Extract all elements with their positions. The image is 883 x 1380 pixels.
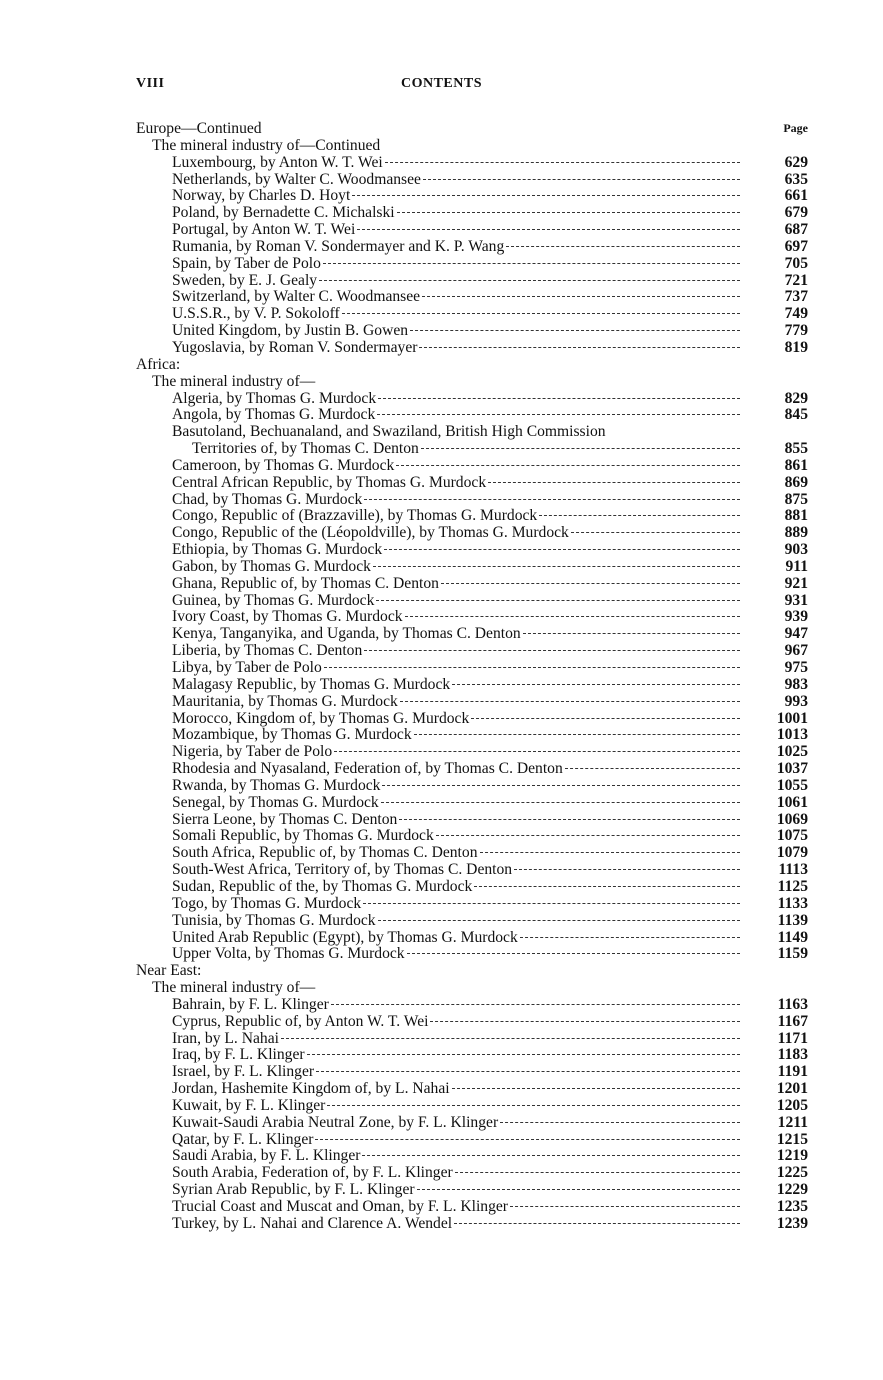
entry-page: 1001 <box>776 709 808 727</box>
toc-entry <box>136 643 808 660</box>
entry-page: 635 <box>784 170 808 188</box>
entry-title: Rwanda, by Thomas G. Murdock <box>172 776 381 794</box>
entry-title: Rhodesia and Nyasaland, Federation of, by Thomas C. Denton <box>172 760 563 778</box>
dot-leader <box>423 178 740 180</box>
entry-page: 903 <box>784 541 808 559</box>
dot-leader <box>523 632 740 634</box>
entry-page: 1113 <box>778 861 808 879</box>
toc-entry <box>136 256 808 273</box>
toc-entry <box>136 609 808 626</box>
toc-entry <box>136 1148 808 1165</box>
dot-leader <box>352 194 740 196</box>
entry-title: Chad, by Thomas G. Murdock <box>172 490 363 508</box>
dot-leader <box>382 784 740 786</box>
entry-title: Yugoslavia, by Roman V. Sondermayer <box>172 338 418 356</box>
dot-leader <box>362 1154 740 1156</box>
entry-title: Tunisia, by Thomas G. Murdock <box>172 911 376 929</box>
entry-page: 1139 <box>777 911 808 929</box>
entry-page: 1235 <box>776 1198 808 1215</box>
entry-page: 1191 <box>777 1063 808 1081</box>
dot-leader <box>364 498 740 500</box>
entry-page: 1219 <box>776 1147 808 1165</box>
entry-page: 1239 <box>776 1214 808 1232</box>
dot-leader <box>281 1037 740 1039</box>
subheading-africa: The mineral industry of— <box>152 372 316 390</box>
toc-entry <box>136 626 808 643</box>
toc-entry <box>136 222 808 239</box>
entry-page: 1167 <box>777 1012 808 1030</box>
entry-page: 1061 <box>776 793 808 811</box>
entry-title: Cyprus, Republic of, by Anton W. T. Wei <box>172 1012 429 1030</box>
entry-title: Trucial Coast and Muscat and Oman, by F. L. Klinger <box>172 1198 508 1215</box>
entry-title: Iran, by L. Nahai <box>172 1029 279 1047</box>
toc-entry <box>136 1165 808 1182</box>
table-of-contents <box>136 121 808 1233</box>
toc-entry <box>136 306 808 323</box>
entry-title: Gabon, by Thomas G. Murdock <box>172 557 371 575</box>
entry-title: Luxembourg, by Anton W. T. Wei <box>172 153 383 171</box>
entry-page: 679 <box>784 204 808 222</box>
dot-leader <box>378 397 740 399</box>
toc-entry <box>136 1216 808 1233</box>
dot-leader <box>405 615 740 617</box>
entry-title: Sierra Leone, by Thomas C. Denton <box>172 810 398 828</box>
entry-title: South-West Africa, Territory of, by Thomas C. Denton <box>172 861 513 879</box>
dot-leader <box>410 329 740 331</box>
entry-title: Portugal, by Anton W. T. Wei <box>172 221 356 239</box>
dot-leader <box>474 885 740 887</box>
entry-title: Mozambique, by Thomas G. Murdock <box>172 726 412 744</box>
dot-leader <box>436 834 740 836</box>
entry-page: 1079 <box>776 844 808 862</box>
entry-page: 1037 <box>776 760 808 778</box>
entry-page: 845 <box>784 406 808 424</box>
entry-title: Saudi Arabia, by F. L. Klinger <box>172 1147 361 1165</box>
toc-entry <box>136 795 808 812</box>
subheading-near-east: The mineral industry of— <box>152 979 316 997</box>
dot-leader <box>422 295 740 297</box>
dot-leader <box>377 413 740 415</box>
entry-title: U.S.S.R., by V. P. Sokoloff <box>172 305 340 323</box>
entry-page: 861 <box>784 456 808 474</box>
toc-entry <box>136 508 808 525</box>
dot-leader <box>506 245 740 247</box>
dot-leader <box>334 750 740 752</box>
entry-title: Congo, Republic of (Brazzaville), by Thomas G. Murdock <box>172 507 538 525</box>
toc-entry <box>136 879 808 896</box>
entry-title: Poland, by Bernadette C. Michalski <box>172 204 395 222</box>
dot-leader <box>376 599 740 601</box>
entry-page: 697 <box>784 237 808 255</box>
dot-leader <box>319 279 740 281</box>
dot-leader <box>363 902 740 904</box>
entry-title: Netherlands, by Walter C. Woodmansee <box>172 170 421 188</box>
entry-page: 947 <box>784 625 808 643</box>
section-heading-africa: Africa: <box>136 355 181 373</box>
dot-leader <box>315 1138 740 1140</box>
entry-page: 875 <box>784 490 808 508</box>
toc-entry <box>136 1014 808 1031</box>
dot-leader <box>500 1121 740 1123</box>
entry-page: 829 <box>784 389 808 407</box>
africa-entries-a <box>136 391 808 425</box>
toc-entry-wrapped-first <box>136 424 808 441</box>
entry-page: 749 <box>784 305 808 323</box>
entry-title: Kuwait-Saudi Arabia Neutral Zone, by F. L. Klinger <box>172 1113 499 1131</box>
section-heading-europe: Europe—Continued <box>136 120 262 137</box>
toc-entry <box>136 711 808 728</box>
toc-entry <box>136 323 808 340</box>
africa-entries-b <box>136 458 808 963</box>
toc-entry <box>136 525 808 542</box>
dot-leader <box>357 228 740 230</box>
entry-title: Basutoland, Bechuanaland, and Swaziland, British High Commission <box>172 423 606 441</box>
toc-entry <box>136 828 808 845</box>
toc-entry <box>136 812 808 829</box>
toc-entry <box>136 727 808 744</box>
entry-page: 779 <box>784 322 808 340</box>
entry-title: Jordan, Hashemite Kingdom of, by L. Nahai <box>172 1080 450 1098</box>
toc-entry <box>136 1098 808 1115</box>
entry-page: 819 <box>784 338 808 356</box>
toc-entry <box>136 694 808 711</box>
toc-entry <box>136 930 808 947</box>
dot-leader <box>520 936 740 938</box>
dot-leader <box>471 717 740 719</box>
toc-entry <box>136 542 808 559</box>
entry-title: Rumania, by Roman V. Sondermayer and K. P. Wang <box>172 237 505 255</box>
entry-title: Libya, by Taber de Polo <box>172 659 322 676</box>
entry-page: 1201 <box>776 1080 808 1098</box>
entry-page: 1171 <box>777 1029 808 1047</box>
entry-title: United Kingdom, by Justin B. Gowen <box>172 322 409 340</box>
dot-leader <box>565 767 740 769</box>
entry-page: 661 <box>784 187 808 205</box>
dot-leader <box>414 733 740 735</box>
entry-title: Ethiopia, by Thomas G. Murdock <box>172 541 383 559</box>
near-east-entries <box>136 997 808 1233</box>
entry-page: 1133 <box>777 894 808 912</box>
dot-leader <box>323 262 740 264</box>
toc-entry <box>136 946 808 963</box>
entry-title: Qatar, by F. L. Klinger <box>172 1130 314 1148</box>
entry-page: 737 <box>784 288 808 306</box>
entry-page: 889 <box>784 524 808 542</box>
entry-title: Senegal, by Thomas G. Murdock <box>172 793 379 811</box>
entry-page: 705 <box>784 254 808 272</box>
entry-title: Malagasy Republic, by Thomas G. Murdock <box>172 675 451 693</box>
dot-leader <box>454 1222 740 1224</box>
dot-leader <box>400 700 740 702</box>
entry-page: 983 <box>784 675 808 693</box>
toc-entry <box>136 1199 808 1216</box>
entry-page: 931 <box>784 591 808 609</box>
toc-entry <box>136 273 808 290</box>
entry-title: Congo, Republic of the (Léopoldville), by Thomas G. Murdock <box>172 524 569 542</box>
entry-page: 881 <box>784 507 808 525</box>
toc-entry <box>136 1132 808 1149</box>
toc-entry <box>136 475 808 492</box>
entry-page: 629 <box>784 153 808 171</box>
entry-title: Somali Republic, by Thomas G. Murdock <box>172 827 434 845</box>
entry-page: 1225 <box>776 1164 808 1182</box>
entry-title: Spain, by Taber de Polo <box>172 254 321 272</box>
toc-entry <box>136 1031 808 1048</box>
entry-page: 687 <box>784 221 808 239</box>
toc-entry <box>136 559 808 576</box>
dot-leader <box>397 211 740 213</box>
entry-page: 1215 <box>776 1130 808 1148</box>
entry-title: Turkey, by L. Nahai and Clarence A. Wendel <box>172 1214 453 1232</box>
entry-title: Angola, by Thomas G. Murdock <box>172 406 376 424</box>
subheading-europe: The mineral industry of—Continued <box>152 136 381 154</box>
dot-leader <box>384 548 740 550</box>
toc-entry <box>136 391 808 408</box>
dot-leader <box>373 565 740 567</box>
dot-leader <box>441 582 740 584</box>
entry-title: Cameroon, by Thomas G. Murdock <box>172 456 395 474</box>
toc-entry <box>136 913 808 930</box>
toc-entry <box>136 407 808 424</box>
entry-page: 869 <box>784 473 808 491</box>
dot-leader <box>381 801 740 803</box>
entry-title: Nigeria, by Taber de Polo <box>172 743 333 761</box>
page-column-label: Page <box>783 121 808 135</box>
entry-title: Central African Republic, by Thomas G. Murdock <box>172 473 487 491</box>
entry-page: 1025 <box>776 743 808 761</box>
europe-entries <box>136 155 808 357</box>
entry-page: 1163 <box>777 995 808 1013</box>
entry-page: 939 <box>784 608 808 626</box>
entry-title: Israel, by F. L. Klinger <box>172 1063 315 1081</box>
entry-title: Sudan, Republic of the, by Thomas G. Murdock <box>172 877 473 895</box>
entry-page: 1055 <box>776 776 808 794</box>
entry-title: Mauritania, by Thomas G. Murdock <box>172 692 398 710</box>
dot-leader <box>539 514 740 516</box>
dot-leader <box>396 464 740 466</box>
entry-title: Sweden, by E. J. Gealy <box>172 271 318 289</box>
entry-page: 921 <box>784 574 808 592</box>
entry-page: 1125 <box>777 877 808 895</box>
entry-title: Bahrain, by F. L. Klinger <box>172 995 329 1013</box>
entry-page: 967 <box>784 642 808 660</box>
toc-entry <box>136 1081 808 1098</box>
toc-entry <box>136 660 808 677</box>
toc-entry <box>136 492 808 509</box>
entry-page: 1013 <box>776 726 808 744</box>
toc-entry <box>136 761 808 778</box>
entry-title: Algeria, by Thomas G. Murdock <box>172 389 377 407</box>
toc-entry <box>136 289 808 306</box>
toc-entry <box>136 239 808 256</box>
entry-title: Switzerland, by Walter C. Woodmansee <box>172 288 421 306</box>
entry-title: Ivory Coast, by Thomas G. Murdock <box>172 608 403 626</box>
entry-page: 1075 <box>776 827 808 845</box>
entry-title: Norway, by Charles D. Hoyt <box>172 187 351 205</box>
toc-entry <box>136 1064 808 1081</box>
toc-entry <box>136 576 808 593</box>
entry-title: South Africa, Republic of, by Thomas C. Denton <box>172 844 478 862</box>
toc-entry <box>136 997 808 1014</box>
toc-entry <box>136 441 808 458</box>
dot-leader <box>417 1188 740 1190</box>
toc-entry <box>136 1182 808 1199</box>
dot-leader <box>399 818 740 820</box>
entry-page: 993 <box>784 692 808 710</box>
toc-entry <box>136 1047 808 1064</box>
toc-entry <box>136 155 808 172</box>
dot-leader <box>307 1053 740 1055</box>
entry-title: Ghana, Republic of, by Thomas C. Denton <box>172 574 439 592</box>
dot-leader <box>342 312 740 314</box>
toc-entry <box>136 677 808 694</box>
entry-page: 975 <box>784 659 808 676</box>
entry-title: Togo, by Thomas G. Murdock <box>172 894 362 912</box>
toc-entry <box>136 744 808 761</box>
section-heading-near-east: Near East: <box>136 962 202 980</box>
entry-title: Liberia, by Thomas C. Denton <box>172 642 363 660</box>
toc-entry <box>136 593 808 610</box>
dot-leader <box>364 649 740 651</box>
toc-entry <box>136 188 808 205</box>
dot-leader <box>421 447 740 449</box>
dot-leader <box>430 1020 740 1022</box>
entry-title: United Arab Republic (Egypt), by Thomas G. Murdock <box>172 928 518 946</box>
dot-leader <box>419 346 740 348</box>
entry-page: 1205 <box>776 1096 808 1114</box>
entry-page: 855 <box>784 440 808 458</box>
toc-entry <box>136 896 808 913</box>
entry-page: 1229 <box>776 1181 808 1199</box>
entry-title: Territories of, by Thomas C. Denton <box>192 440 419 458</box>
entry-page: 1069 <box>776 810 808 828</box>
dot-leader <box>385 161 740 163</box>
dot-leader <box>510 1205 740 1207</box>
dot-leader <box>452 1087 740 1089</box>
dot-leader <box>327 1104 740 1106</box>
entry-page: 1183 <box>777 1046 808 1064</box>
entry-page: 721 <box>784 271 808 289</box>
page-folio: VIII <box>136 76 165 91</box>
toc-entry <box>136 172 808 189</box>
entry-title: Iraq, by F. L. Klinger <box>172 1046 305 1064</box>
entry-title: Morocco, Kingdom of, by Thomas G. Murdock <box>172 709 470 727</box>
entry-title: Kenya, Tanganyika, and Uganda, by Thomas C. Denton <box>172 625 521 643</box>
entry-title: Syrian Arab Republic, by F. L. Klinger <box>172 1181 415 1199</box>
dot-leader <box>514 868 740 870</box>
entry-page: 1149 <box>777 928 808 946</box>
dot-leader <box>455 1171 740 1173</box>
toc-entry <box>136 340 808 357</box>
dot-leader <box>488 481 740 483</box>
dot-leader <box>480 851 741 853</box>
dot-leader <box>378 919 740 921</box>
entry-title: South Arabia, Federation of, by F. L. Klinger <box>172 1164 453 1182</box>
toc-entry <box>136 205 808 222</box>
entry-page: 1211 <box>777 1113 808 1131</box>
toc-entry <box>136 845 808 862</box>
dot-leader <box>331 1003 740 1005</box>
entry-title: Kuwait, by F. L. Klinger <box>172 1096 326 1114</box>
entry-page: 911 <box>785 557 808 575</box>
dot-leader <box>571 531 740 533</box>
dot-leader <box>407 952 740 954</box>
toc-entry <box>136 1115 808 1132</box>
toc-entry <box>136 778 808 795</box>
toc-entry <box>136 458 808 475</box>
entry-title: Upper Volta, by Thomas G. Murdock <box>172 945 405 963</box>
toc-entry <box>136 862 808 879</box>
running-head-title: CONTENTS <box>400 76 483 91</box>
entry-page: 1159 <box>777 945 808 963</box>
entry-title: Guinea, by Thomas G. Murdock <box>172 591 375 609</box>
dot-leader <box>324 666 740 668</box>
dot-leader <box>452 683 740 685</box>
dot-leader <box>316 1070 740 1072</box>
